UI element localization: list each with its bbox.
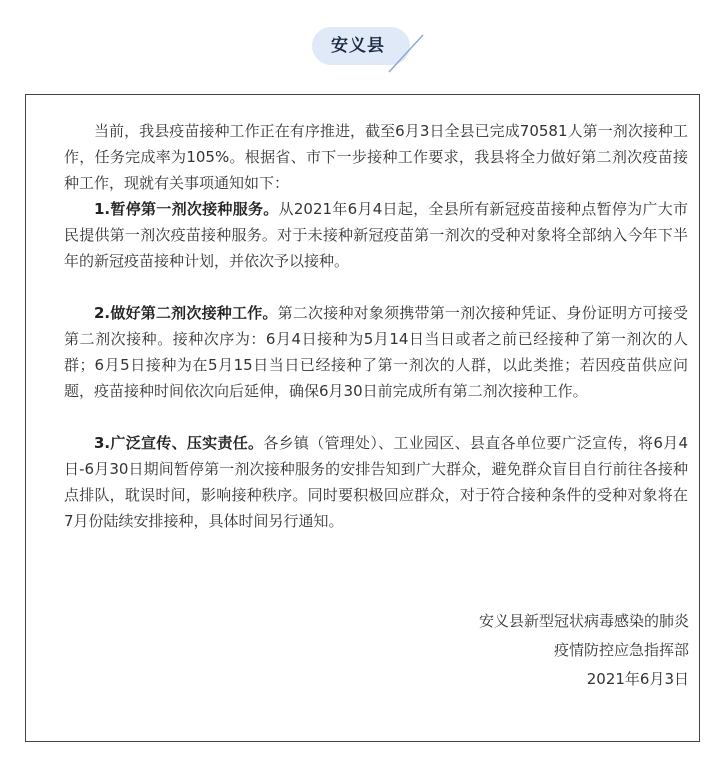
signature-org-line-2: 疫情防控应急指挥部	[553, 641, 689, 659]
item-3-paragraph	[64, 430, 688, 534]
decorative-slash-icon	[0, 0, 718, 80]
notice-frame	[25, 94, 700, 742]
item-1-paragraph	[64, 196, 688, 274]
spacer	[64, 274, 688, 300]
tag-title: 安义县	[331, 36, 385, 56]
item-1-heading: 1.暂停第一剂次接种服务。	[94, 200, 279, 218]
item-1-text: 从2021年6月4日起，全县所有新冠疫苗接种点暂停为广大市民提供第一剂次疫苗接种服务。对于未接种新冠疫苗第一剂次的受种对象将全部纳入今年下半年的新冠疫苗接种计划，并依次予以接种。	[64, 200, 688, 270]
signature-block	[479, 607, 689, 694]
item-2-heading: 2.做好第二剂次接种工作。	[94, 304, 278, 322]
signature-date: 2021年6月3日	[586, 670, 689, 688]
spacer	[64, 404, 688, 430]
header-tag	[0, 0, 718, 80]
signature-org-line-1: 安义县新型冠状病毒感染的肺炎	[478, 612, 689, 630]
intro-paragraph: 当前，我县疫苗接种工作正在有序推进，截至6月3日全县已完成70581人第一剂次接种工作，任务完成率为105%。根据省、市下一步接种工作要求，我县将全力做好第二剂次疫苗接种工作，现就有关事项通知如下：	[64, 122, 688, 192]
item-2-text: 第二次接种对象须携带第一剂次接种凭证、身份证明方可接受第二剂次接种。接种次序为：6月4日接种为5月14日当日或者之前已经接种了第一剂次的人群；6月5日接种为在5月15日当日已经接种了第一剂次的人群，以此类推；若因疫苗供应问题，疫苗接种时间依次向后延伸，确保6月30日前完成所有第二剂次接种工作。	[64, 304, 688, 400]
notice-body	[64, 118, 688, 534]
item-3-text: 各乡镇（管理处）、工业园区、县直各单位要广泛宣传，将6月4日-6月30日期间暂停第一剂次接种服务的安排告知到广大群众，避免群众盲目自行前往各接种点排队，耽误时间，影响接种秩序。同时要积极回应群众，对于符合接种条件的受种对象将在7月份陆续安排接种，具体时间另行通知。	[64, 434, 689, 530]
item-2-paragraph	[64, 300, 688, 404]
item-3-heading: 3.广泛宣传、压实责任。	[94, 434, 264, 452]
